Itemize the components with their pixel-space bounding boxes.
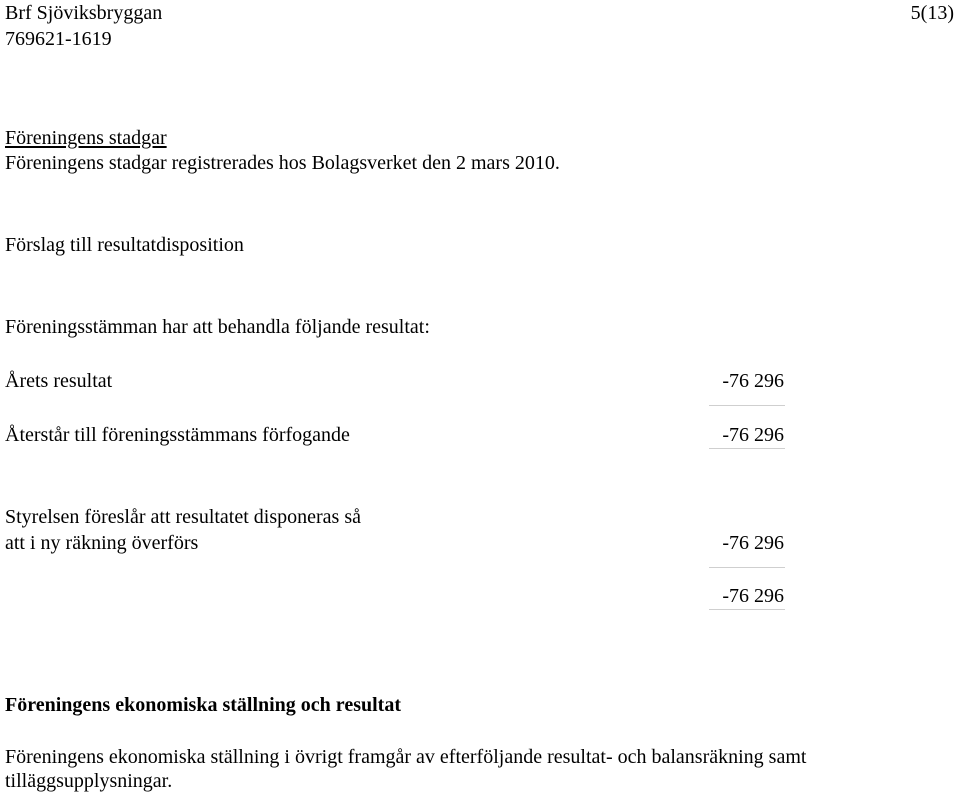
row-value-remaining: -76 296 bbox=[722, 424, 784, 446]
disposition-intro: Föreningsstämman har att behandla följande resultat: bbox=[5, 316, 430, 338]
proposal-value: -76 296 bbox=[722, 532, 784, 554]
total-value: -76 296 bbox=[722, 585, 784, 607]
proposal-text-line2: att i ny räkning överförs bbox=[5, 532, 199, 554]
row-label-remaining: Återstår till föreningsstämmans förfogande bbox=[5, 424, 350, 446]
sum-rule bbox=[709, 567, 785, 568]
row-value-annual-result: -76 296 bbox=[722, 370, 784, 392]
org-name: Brf Sjöviksbryggan bbox=[5, 2, 163, 24]
underline-rule bbox=[709, 448, 785, 449]
disposition-heading: Förslag till resultatdisposition bbox=[5, 234, 244, 256]
proposal-text-line1: Styrelsen föreslår att resultatet disponeras så bbox=[5, 506, 361, 528]
financial-text-line2: tilläggsupplysningar. bbox=[5, 770, 173, 792]
page-number: 5(13) bbox=[910, 2, 954, 24]
org-number: 769621-1619 bbox=[5, 28, 112, 50]
financial-heading: Föreningens ekonomiska ställning och resultat bbox=[5, 694, 401, 716]
row-label-annual-result: Årets resultat bbox=[5, 370, 113, 392]
financial-text-line1: Föreningens ekonomiska ställning i övrigt framgår av efterföljande resultat- och balansräkning samt bbox=[5, 746, 807, 768]
underline-rule bbox=[709, 609, 785, 610]
statutes-heading: Föreningens stadgar bbox=[5, 127, 167, 149]
statutes-text: Föreningens stadgar registrerades hos Bolagsverket den 2 mars 2010. bbox=[5, 152, 560, 174]
sum-rule bbox=[709, 405, 785, 406]
